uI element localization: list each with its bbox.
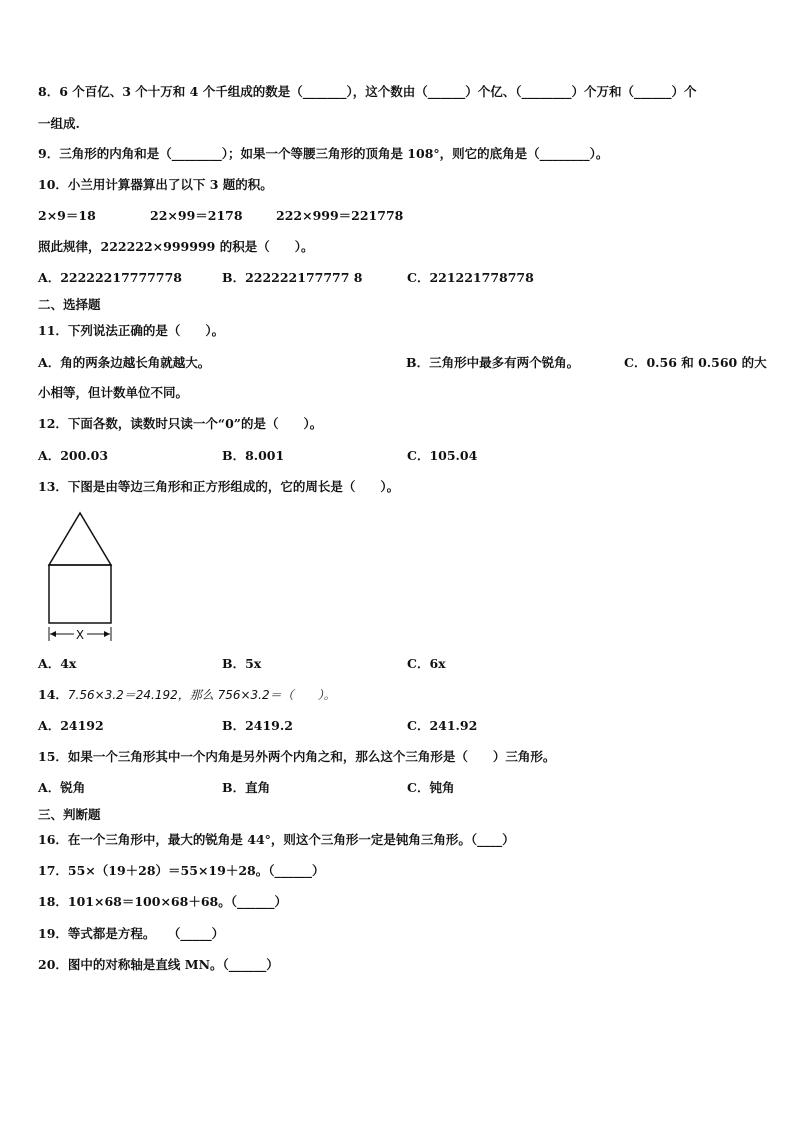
q10-eq1: 2×9＝18 xyxy=(38,208,96,223)
q13-option-a: A．4x xyxy=(38,656,77,671)
q10-eq2: 22×99＝2178 xyxy=(150,208,243,223)
q14-expression: 7.56×3.2＝24.192，那么 756×3.2＝（ ）。 xyxy=(67,688,336,702)
square-shape xyxy=(49,565,111,623)
q11-cont: 小相等，但计数单位不同。 xyxy=(38,385,189,400)
q13-stem: 13．下图是由等边三角形和正方形组成的，它的周长是（ ）。 xyxy=(38,479,400,494)
q12-option-b: B．8.001 xyxy=(222,448,285,463)
q11-option-b: B．三角形中最多有两个锐角。 xyxy=(406,355,580,370)
q14-stem xyxy=(38,687,336,703)
q12-option-a: A．200.03 xyxy=(38,448,109,463)
arrow-right-icon xyxy=(104,631,110,637)
q17: 17．55×（19＋28）＝55×19＋28。（______） xyxy=(38,863,325,878)
q9: 9．三角形的内角和是（________）；如果一个等腰三角形的顶角是 108°，则它的底角是（________）。 xyxy=(38,146,609,161)
q14-number: 14． xyxy=(38,687,68,702)
q15-stem: 15．如果一个三角形其中一个内角是另外两个内角之和，那么这个三角形是（ ）三角形。 xyxy=(38,749,556,764)
q10-option-b: B．222222177777 8 xyxy=(222,270,363,285)
q14-option-b: B．2419.2 xyxy=(222,718,293,733)
q15-option-c: C．钝角 xyxy=(407,780,455,795)
q15-option-b: B．直角 xyxy=(222,780,271,795)
q10-ask: 照此规律，222222×999999 的积是（ ）。 xyxy=(38,239,314,254)
q12-stem: 12．下面各数，读数时只读一个“0”的是（ ）。 xyxy=(38,416,323,431)
q14-option-c: C．241.92 xyxy=(407,718,478,733)
q19: 19．等式都是方程。 （_____） xyxy=(38,926,225,941)
q20: 20．图中的对称轴是直线 MN。（______） xyxy=(38,957,279,972)
q11-stem: 11．下列说法正确的是（ ）。 xyxy=(38,323,225,338)
q11-option-a: A．角的两条边越长角就越大。 xyxy=(38,355,211,370)
q10-option-c: C．221221778778 xyxy=(407,270,534,285)
section2-heading: 二、选择题 xyxy=(38,297,101,312)
q8-line1: 8．6 个百亿、3 个十万和 4 个千组成的数是（_______），这个数由（______）个亿、（________）个万和（______）个 xyxy=(38,84,697,99)
section3-heading: 三、判断题 xyxy=(38,807,101,822)
triangle-shape xyxy=(49,513,111,565)
q14-option-a: A．24192 xyxy=(38,718,104,733)
q13-figure xyxy=(40,508,120,648)
dimension-label: X xyxy=(75,628,85,642)
q18: 18．101×68＝100×68＋68。（______） xyxy=(38,894,287,909)
q8-line2: 一组成. xyxy=(38,116,80,131)
q10-option-a: A．22222217777778 xyxy=(38,270,182,285)
q16: 16．在一个三角形中，最大的锐角是 44°，则这个三角形一定是钝角三角形。（____） xyxy=(38,832,515,847)
arrow-left-icon xyxy=(50,631,56,637)
q11-option-c: C．0.56 和 0.560 的大 xyxy=(624,355,767,370)
q10-eq3: 222×999＝221778 xyxy=(276,208,404,223)
q10-stem: 10．小兰用计算器算出了以下 3 题的积。 xyxy=(38,177,273,192)
q13-option-b: B．5x xyxy=(222,656,262,671)
q12-option-c: C．105.04 xyxy=(407,448,478,463)
q13-option-c: C．6x xyxy=(407,656,446,671)
q15-option-a: A．锐角 xyxy=(38,780,86,795)
